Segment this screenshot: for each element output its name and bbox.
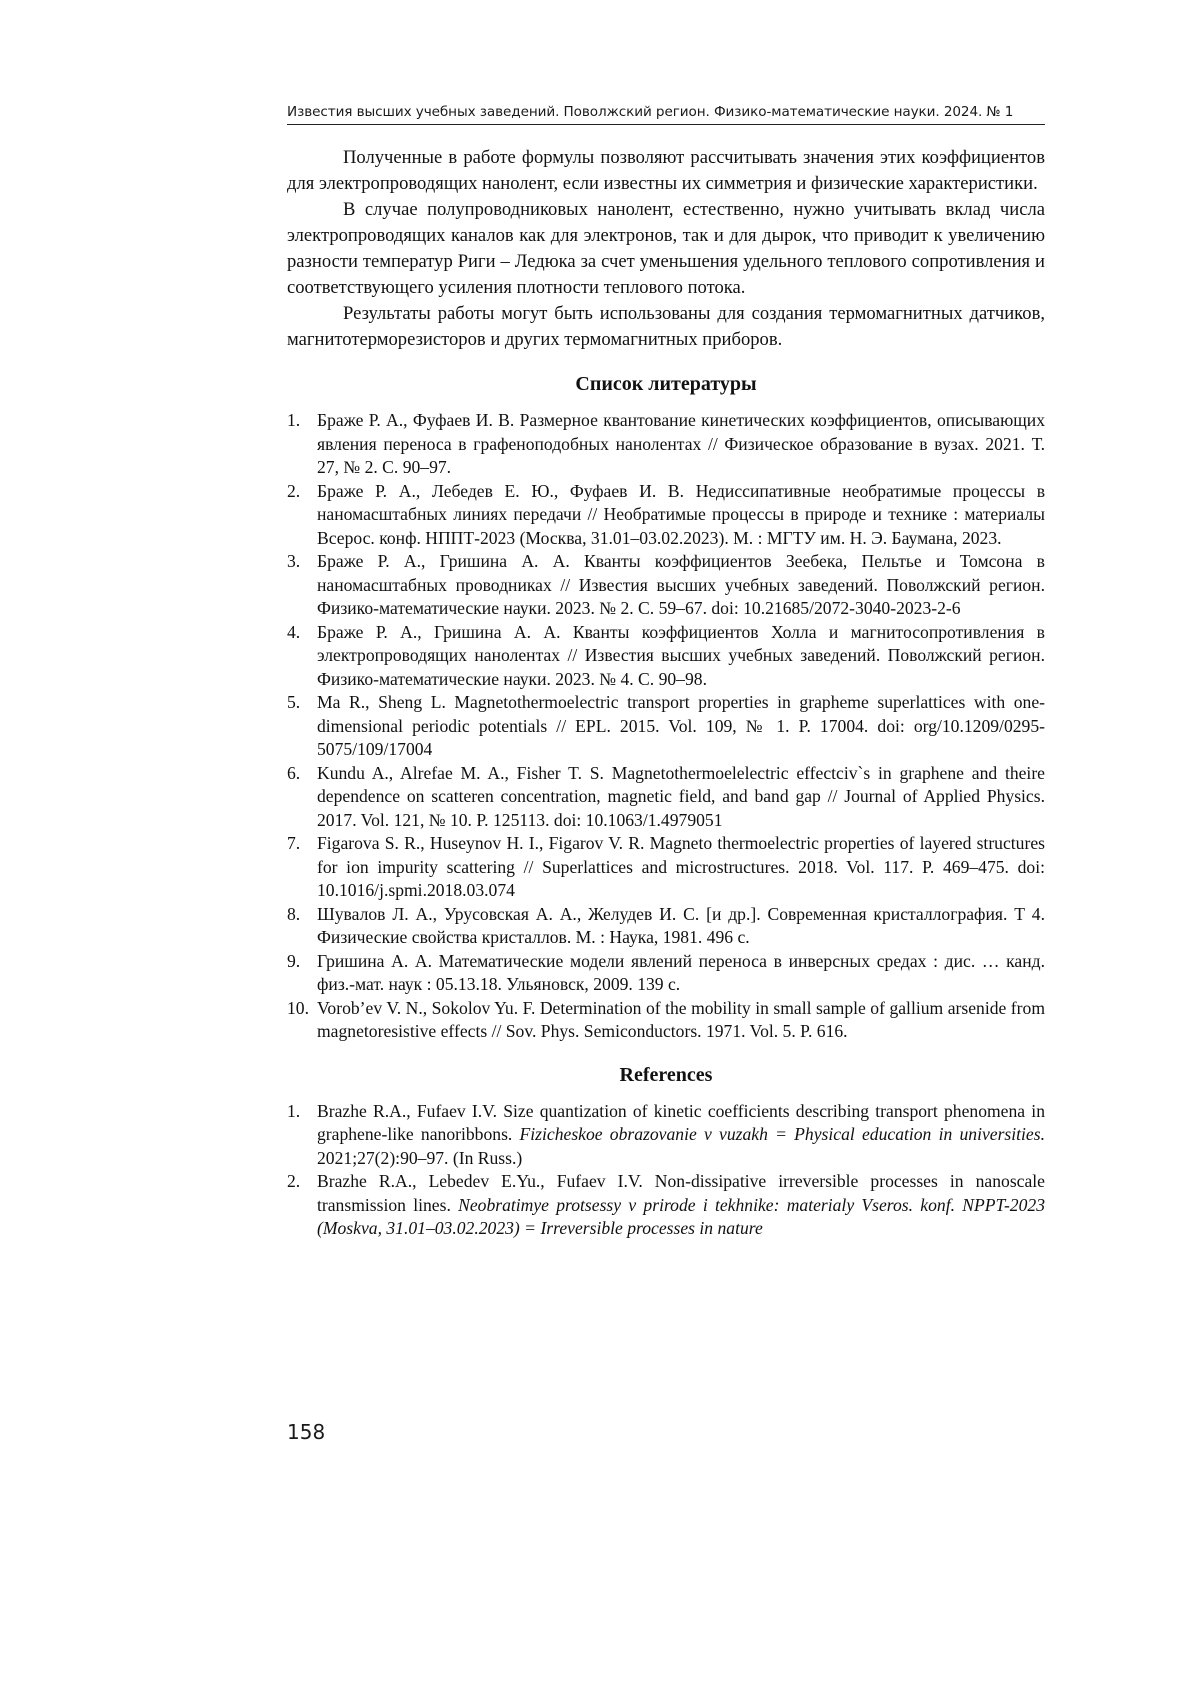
references-list (287, 1100, 1045, 1241)
ref-text-plain: 2021;27(2):90–97. (In Russ.) (317, 1147, 523, 1168)
ref-text: Браже Р. А., Гришина А. А. Кванты коэффициентов Зеебека, Пельтье и Томсона в наномасштабных проводниках // Известия высших учебных заведений. Поволжский регион. Физико-математические науки. 2023. № 2. С. 59–67. doi: 10.21685/2072-3040-2023-2-6 (317, 551, 1045, 618)
bibliography-item-4 (287, 621, 1045, 692)
reference-item-1 (287, 1100, 1045, 1171)
bibliography-item-9 (287, 950, 1045, 997)
ref-text: Браже Р. А., Гришина А. А. Кванты коэффициентов Холла и магнитосопротивления в электропроводящих нанолентах // Известия высших учебных заведений. Поволжский регион. Физико-математические науки. 2023. № 4. С. 90–98. (317, 621, 1045, 689)
ref-text: Шувалов Л. А., Урусовская А. А., Желудев И. С. [и др.]. Современная кристаллография. Т 4. Физические свойства кристаллов. М. : Наука, 1981. 496 с. (317, 903, 1045, 947)
ref-number: 9. (287, 950, 301, 971)
ref-number: 3. (287, 551, 301, 571)
page-number: 158 (287, 1420, 326, 1444)
body-paragraph-3: Результаты работы могут быть использованы для создания термомагнитных датчиков, магнитотерморезисторов и других термомагнитных приборов. (287, 303, 1045, 350)
reference-item-2 (287, 1170, 1045, 1241)
bibliography-item-3 (287, 550, 1045, 621)
ref-text-plain: Brazhe R.A., Lebedev E.Yu., Fufaev I.V. Non-dissipative irreversible processes in nanoscale transmission lines. (317, 1171, 1045, 1215)
bibliography-item-5 (287, 691, 1045, 762)
ref-number: 1. (287, 1100, 301, 1121)
running-header: Известия высших учебных заведений. Поволжский регион. Физико-математические науки. 2024. № 1 (287, 102, 1045, 125)
bibliography-list (287, 409, 1045, 1044)
ref-number: 10. (287, 997, 309, 1018)
bibliography-item-6 (287, 762, 1045, 833)
ref-number: 2. (287, 480, 301, 501)
ref-text: Браже Р. А., Фуфаев И. В. Размерное квантование кинетических коэффициентов, описывающих явления переноса в графеноподобных нанолентах // Физическое образование в вузах. 2021. Т. 27, № 2. С. 90–97. (317, 410, 1045, 477)
bibliography-title: Список литературы (575, 373, 757, 395)
ref-number: 5. (287, 692, 301, 712)
ref-text-italic: Neobratimye protsessy v prirode i tekhnike: materialy Vseros. konf. NPPT-2023 (Moskva, 31.01–03.02.2023) = Irreversible processes in nature (317, 1194, 1045, 1238)
body-paragraph-1: Полученные в работе формулы позволяют рассчитывать значения этих коэффициентов для электропроводящих нанолент, если известны их симметрия и физические характеристики. (287, 147, 1045, 194)
ref-text: Figarova S. R., Huseynov H. I., Figarov V. R. Magneto thermoelectric properties of layered structures for ion impurity scattering // Superlattices and microstructures. 2018. Vol. 117. P. 469–475. doi: 10.1016/j.spmi.2018.03.074 (317, 833, 1045, 900)
body-paragraph-2: В случае полупроводниковых нанолент, естественно, нужно учитывать вклад числа электропроводящих каналов как для электронов, так и для дырок, что приводит к увеличению разности температур Риги – Ледюка за счет уменьшения удельного теплового сопротивления и соответствующего усиления плотности теплового потока. (287, 199, 1045, 298)
ref-number: 1. (287, 410, 301, 430)
ref-number: 7. (287, 833, 301, 853)
bibliography-item-8 (287, 903, 1045, 950)
bibliography-item-2 (287, 480, 1045, 551)
ref-number: 4. (287, 621, 301, 642)
ref-number: 6. (287, 762, 301, 783)
ref-text: Гришина А. А. Математические модели явлений переноса в инверсных средах : дис. … канд. физ.-мат. наук : 05.13.18. Ульяновск, 2009. 139 с. (317, 950, 1045, 994)
ref-number: 2. (287, 1171, 301, 1191)
bibliography-item-10 (287, 997, 1045, 1044)
ref-text: Kundu A., Alrefae M. A., Fisher T. S. Magnetothermoelelectric effectciv`s in graphene and theire dependence on scatteren concentration, magnetic field, and band gap // Journal of Applied Physics. 2017. Vol. 121, № 10. P. 125113. doi: 10.1063/1.4979051 (317, 762, 1045, 830)
ref-text-italic: Fizicheskoe obrazovanie v vuzakh = Physical education in universities. (519, 1124, 1045, 1144)
page-content (287, 145, 1045, 1241)
ref-text: Vorob’ev V. N., Sokolov Yu. F. Determination of the mobility in small sample of gallium arsenide from magnetoresistive effects // Sov. Phys. Semiconductors. 1971. Vol. 5. P. 616. (317, 997, 1045, 1041)
bibliography-item-7 (287, 832, 1045, 903)
ref-text-plain: Brazhe R.A., Fufaev I.V. Size quantization of kinetic coefficients describing transport phenomena in graphene-like nanoribbons. (317, 1100, 1045, 1144)
ref-number: 8. (287, 903, 301, 924)
references-title: References (619, 1063, 713, 1086)
bibliography-item-1 (287, 409, 1045, 480)
ref-text: Ma R., Sheng L. Magnetothermoelectric transport properties in grapheme superlattices with one-dimensional periodic potentials // EPL. 2015. Vol. 109, № 1. P. 17004. doi: org/10.1209/0295-5075/109/17004 (317, 692, 1045, 759)
ref-text: Браже Р. А., Лебедев Е. Ю., Фуфаев И. В. Недиссипативные необратимые процессы в наномасштабных линиях передачи // Необратимые процессы в природе и технике : материалы Всерос. конф. НППТ-2023 (Москва, 31.01–03.02.2023). М. : МГТУ им. Н. Э. Баумана, 2023. (317, 480, 1045, 548)
